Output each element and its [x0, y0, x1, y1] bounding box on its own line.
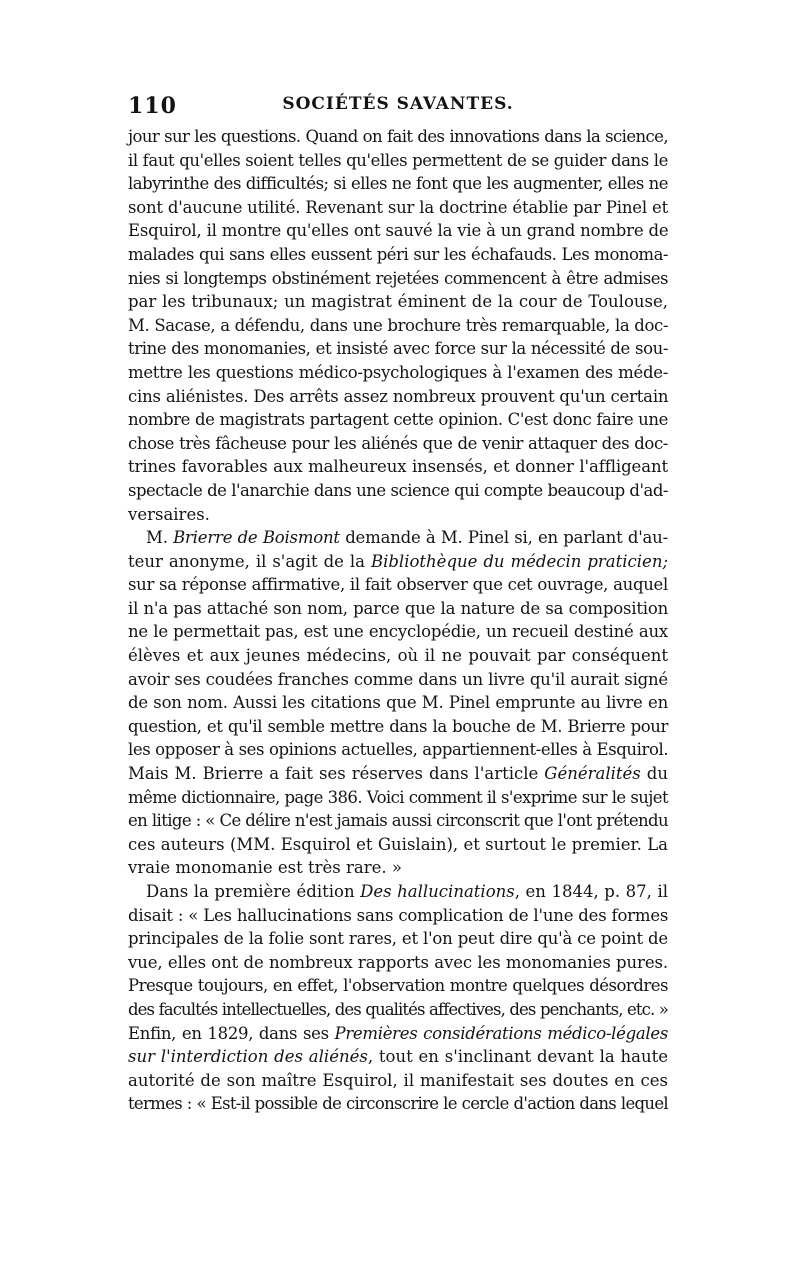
text-segment: principales de la folie sont rares, et l'on peut dire qu'à ce point de	[128, 929, 668, 949]
text-segment: nies si longtemps obstinément rejetées commencent à être admises	[128, 268, 668, 288]
text-segment: question, et qu'il semble mettre dans la bouche de M. Brierre pour	[128, 716, 668, 736]
text-line	[128, 974, 668, 998]
text-line	[128, 573, 668, 597]
text-segment: ne le permettait pas, est une encyclopédie, un recueil destiné aux	[128, 622, 668, 642]
text-line	[128, 904, 668, 928]
text-segment: Presque toujours, en effet, l'observation montre quelques désordres	[128, 976, 668, 996]
text-segment: labyrinthe des difficultés; si elles ne font que les augmenter, elles ne	[128, 174, 668, 194]
text-segment: en litige : « Ce délire n'est jamais aussi circonscrit que l'ont prétendu	[128, 811, 668, 831]
text-line	[128, 927, 668, 951]
text-line	[128, 786, 668, 810]
text-segment: versaires.	[128, 504, 210, 524]
text-line	[128, 361, 668, 385]
text-line	[128, 1022, 668, 1046]
text-line	[128, 809, 668, 833]
text-segment: jour sur les questions. Quand on fait des innovations dans la science,	[128, 127, 668, 146]
text-segment: du	[640, 764, 668, 784]
running-title: SOCIÉTÉS SAVANTES.	[282, 94, 514, 114]
text-segment: demande à M. Pinel si, en parlant d'au-	[339, 528, 668, 548]
text-line	[128, 833, 668, 857]
italic-text: Brierre de Boismont	[173, 528, 340, 548]
text-segment: malades qui sans elles eussent péri sur les échafauds. Les monoma-	[128, 244, 668, 264]
text-segment: chose très fâcheuse pour les aliénés que de venir attaquer des doc-	[128, 433, 668, 453]
text-line	[128, 243, 668, 267]
text-line	[128, 290, 668, 314]
text-segment: vue, elles ont de nombreux rapports avec les monomanies pures.	[128, 952, 668, 972]
text-segment: par les tribunaux; un magistrat éminent de la cour de Toulouse,	[128, 292, 668, 312]
italic-text: sur l'interdiction des aliénés	[128, 1047, 368, 1067]
text-line	[128, 691, 668, 715]
text-line	[128, 479, 668, 503]
text-line	[128, 196, 668, 220]
text-segment: trines favorables aux malheureux insensés, et donner l'affligeant	[128, 457, 668, 477]
text-segment: termes : « Est-il possible de circonscrire le cercle d'action dans lequel	[128, 1094, 668, 1114]
text-segment: , tout en s'inclinant devant la haute	[367, 1047, 669, 1067]
text-line	[128, 125, 668, 149]
italic-text: Premières considérations médico-légales	[334, 1023, 668, 1043]
text-segment: il faut qu'elles soient telles qu'elles permettent de se guider dans le	[128, 150, 668, 170]
text-segment: il n'a pas attaché son nom, parce que la nature de sa composition	[128, 598, 668, 618]
text-line	[128, 644, 668, 668]
text-line	[128, 620, 668, 644]
text-line	[128, 762, 668, 786]
page-number: 110	[128, 93, 177, 119]
text-segment: trine des monomanies, et insisté avec force sur la nécessité de sou-	[128, 339, 668, 359]
body-text	[128, 125, 668, 1116]
text-line	[128, 219, 668, 243]
text-line	[128, 856, 668, 880]
text-line	[128, 668, 668, 692]
text-line	[128, 597, 668, 621]
text-line	[128, 526, 668, 550]
text-segment: M.	[146, 528, 174, 548]
text-line	[128, 408, 668, 432]
text-segment: même dictionnaire, page 386. Voici comment il s'exprime sur le sujet	[128, 787, 668, 807]
text-segment: sur sa réponse affirmative, il fait observer que cet ouvrage, auquel	[128, 575, 668, 595]
text-line	[128, 385, 668, 409]
text-line	[128, 432, 668, 456]
text-segment: autorité de son maître Esquirol, il manifestait ses doutes en ces	[128, 1070, 668, 1090]
text-line	[128, 715, 668, 739]
text-line	[128, 880, 668, 904]
text-line	[128, 314, 668, 338]
text-line	[128, 337, 668, 361]
text-line	[128, 550, 668, 574]
text-segment: Dans la première édition	[146, 882, 361, 901]
text-segment: Mais M. Brierre a fait ses réserves dans l'article	[128, 764, 545, 784]
italic-text: Bibliothèque du médecin praticien;	[370, 551, 669, 571]
text-line	[128, 172, 668, 196]
text-line	[128, 455, 668, 479]
page-header	[128, 93, 668, 119]
text-segment: , en 1844, p. 87, il	[514, 882, 668, 901]
text-segment: disait : « Les hallucinations sans complication de l'une des formes	[128, 905, 669, 925]
text-line	[128, 951, 668, 975]
text-line	[128, 998, 668, 1022]
text-segment: M. Sacase, a défendu, dans une brochure très remarquable, la doc-	[128, 315, 668, 335]
text-segment: nombre de magistrats partagent cette opinion. C'est donc faire une	[128, 410, 668, 430]
text-segment: cins aliénistes. Des arrêts assez nombreux prouvent qu'un certain	[128, 386, 669, 406]
text-segment: de son nom. Aussi les citations que M. Pinel emprunte au livre en	[128, 693, 668, 713]
text-line	[128, 267, 668, 291]
text-segment: mettre les questions médico-psychologiques à l'examen des méde-	[128, 362, 668, 382]
text-line	[128, 1069, 668, 1093]
text-segment: sont d'aucune utilité. Revenant sur la doctrine établie par Pinel et	[128, 197, 668, 217]
italic-text: Des hallucinations	[360, 882, 515, 901]
text-segment: Enfin, en 1829, dans ses	[128, 1023, 335, 1043]
text-segment: élèves et aux jeunes médecins, où il ne pouvait par conséquent	[128, 646, 668, 666]
text-segment: avoir ses coudées franches comme dans un livre qu'il aurait signé	[128, 669, 668, 689]
text-line	[128, 1092, 668, 1116]
text-segment: des facultés intellectuelles, des qualités affectives, des penchants, etc. »	[128, 999, 668, 1019]
text-line	[128, 149, 668, 173]
text-segment: vraie monomanie est très rare. »	[128, 858, 402, 878]
text-line	[128, 738, 668, 762]
text-segment: ces auteurs (MM. Esquirol et Guislain), et surtout le premier. La	[128, 834, 668, 854]
text-segment: Esquirol, il montre qu'elles ont sauvé la vie à un grand nombre de	[128, 221, 669, 241]
text-segment: les opposer à ses opinions actuelles, appartiennent-elles à Esquirol.	[128, 740, 669, 760]
text-line	[128, 1045, 668, 1069]
text-segment: teur anonyme, il s'agit de la	[128, 551, 371, 571]
italic-text: Généralités	[544, 764, 641, 784]
text-line	[128, 503, 668, 527]
text-segment: spectacle de l'anarchie dans une science qui compte beaucoup d'ad-	[128, 480, 668, 500]
